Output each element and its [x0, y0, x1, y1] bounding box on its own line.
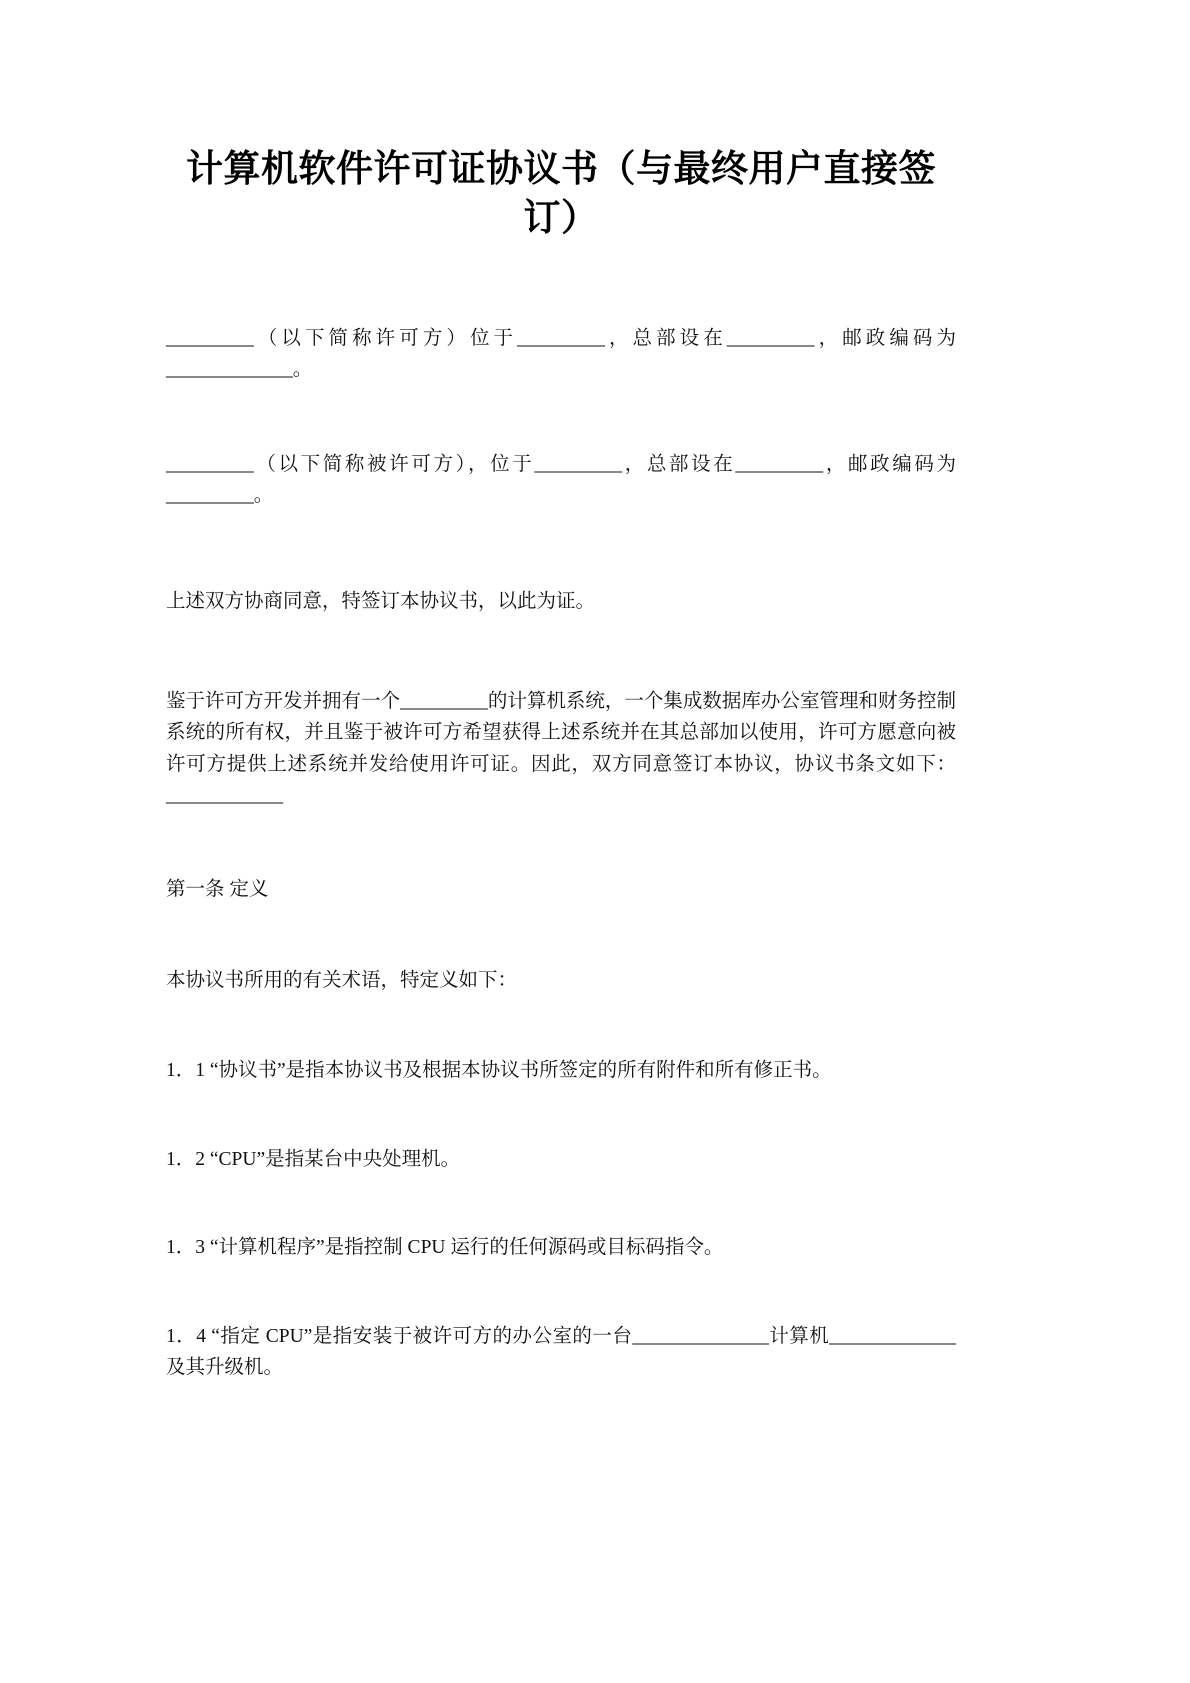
paragraph-licensor: _________（以下简称许可方）位于_________，总部设在_________，邮政编码为_____________。: [166, 327, 956, 381]
paragraph-definitions-intro: 本协议书所用的有关术语，特定义如下：: [166, 970, 518, 992]
spacer: [166, 1175, 956, 1232]
definition-item-1-3: 1．3 “计算机程序”是指控制 CPU 运行的任何源码或目标码指令。: [166, 1237, 724, 1259]
paragraph-witness: 上述双方协商同意，特签订本协议书，以此为证。: [166, 590, 596, 612]
spacer: [166, 618, 956, 686]
heading-article-one: 第一条 定义: [166, 878, 269, 900]
spacer: [166, 812, 956, 874]
spacer: [166, 905, 956, 965]
spacer: [166, 386, 956, 449]
definition-item-1-1: 1．1 “协议书”是指本协议书及根据本协议书所签定的所有附件和所有修正书。: [166, 1060, 832, 1082]
spacer: [166, 512, 956, 586]
spacer: [166, 244, 956, 323]
spacer: [166, 1264, 956, 1321]
definition-item-1-2: 1．2 “CPU”是指某台中央处理机。: [166, 1148, 461, 1170]
definition-item-1-4: 1．4 “指定 CPU”是指安装于被许可方的办公室的一台______________计算机_____________及其升级机。: [166, 1325, 956, 1379]
spacer: [166, 997, 956, 1055]
page-title: 计算机软件许可证协议书（与最终用户直接签订）: [186, 149, 936, 239]
paragraph-whereas: 鉴于许可方开发并拥有一个_________的计算机系统，一个集成数据库办公室管理和财务控制系统的所有权，并且鉴于被许可方希望获得上述系统并在其总部加以使用，许可方愿意向被许可方提供上述系统并发给使用许可证。因此，双方同意签订本协议，协议书条文如下：____________: [166, 690, 956, 807]
spacer: [166, 1087, 956, 1144]
document-content: [166, 0, 956, 1384]
paragraph-licensee: _________（以下简称被许可方），位于_________，总部设在_________，邮政编码为_________。: [166, 453, 956, 507]
